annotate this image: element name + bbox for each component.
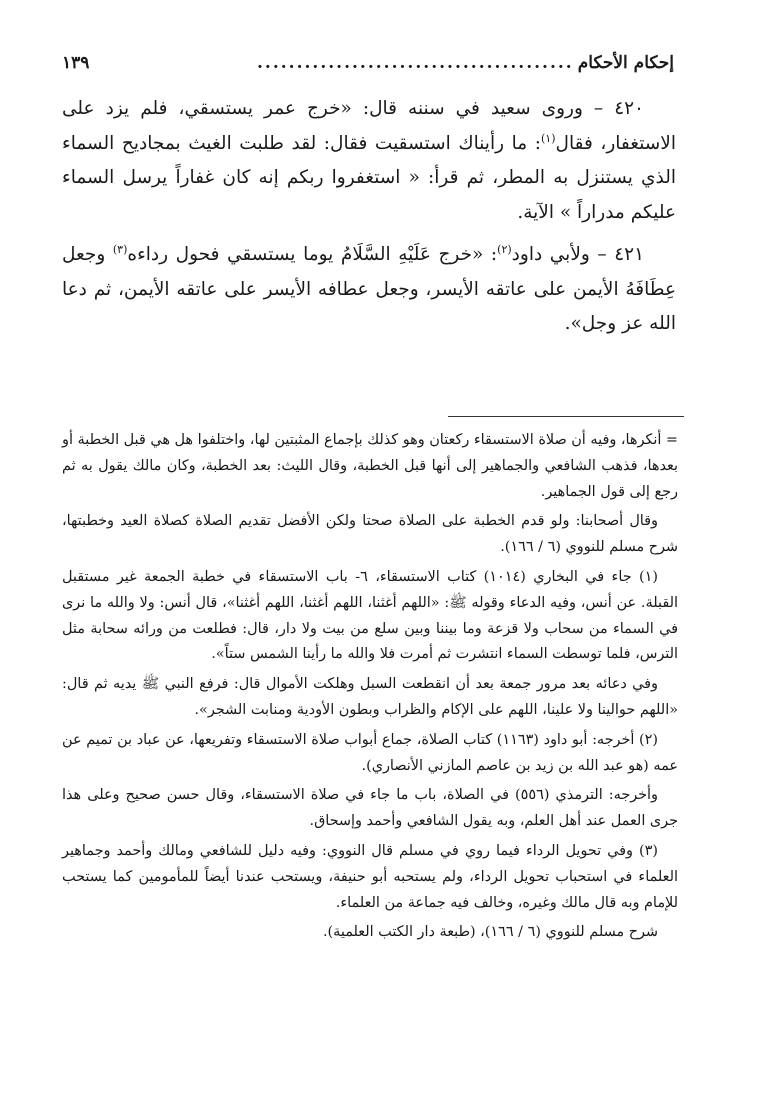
header-leader-dots: ........................................ <box>256 53 574 73</box>
hadith-421 <box>62 238 676 342</box>
hadith-text: – وروى سعيد في سننه قال: «خرج عمر يستسقي، فلم يزد على الاستغفار، فقال <box>62 98 676 154</box>
header-title: إحكام الأحكام <box>577 53 674 73</box>
page-number: ١٣٩ <box>62 53 90 73</box>
footnote-3: (٣) وفي تحويل الرداء فيما روي في مسلم قال النووي: وفيه دليل للشافعي ومالك وأحمد وجماهير العلماء في استحباب تحويل الرداء، ولم يستحبه أبو حنيفة، ويستحب عندنا أيضاً للمأمومين كما يستحب للإمام وبه قال مالك وغيره، وخالف فيه جماعة من العلماء. <box>62 842 678 911</box>
footnote-ref[interactable]: (١) <box>541 131 556 145</box>
main-text <box>62 92 676 350</box>
footnote-separator <box>448 416 684 417</box>
hadith-number: ٤٢٠ <box>614 98 644 119</box>
footnote-continuation: وقال أصحابنا: ولو قدم الخطبة على الصلاة صحتا ولكن الأفضل تقديم الصلاة كصلاة العيد وخطبتها، شرح مسلم للنووي (٦ / ١٦٦). <box>62 513 678 556</box>
running-header <box>62 48 674 78</box>
footnote-1: (١) جاء في البخاري (١٠١٤) كتاب الاستسقاء، ٦- باب الاستسقاء في خطبة الجمعة غير مستقبل القبلة. عن أنس، وفيه الدعاء وقوله ﷺ: «اللهم أغثنا، اللهم أغثنا، اللهم أغثنا»، قال أنس: ولا والله ما نرى في السماء من سحاب ولا قزعة وما بيننا وبين سلع من بيت ولا دار، قال: فطلعت من ورائه سحابة مثل الترس، فلما توسطت السماء انتشرت ثم أمرت فلا والله ما رأينا الشمس ستاً». <box>62 568 678 663</box>
footnote-continuation: = أنكرها، وفيه أن صلاة الاستسقاء ركعتان وهو كذلك بإجماع المثبتين لها، واختلفوا هل هي قبل الخطبة أو بعدها، فذهب الشافعي والجماهير إلى أنها قبل الخطبة، وقال الليث: بعد الخطبة، وكان مالك يقول به ثم رجع إلى قول الجماهير. <box>62 432 678 500</box>
hadith-number: ٤٢١ <box>614 244 645 265</box>
footnote-2: (٢) أخرجه: أبو داود (١١٦٣) كتاب الصلاة، جماع أبواب صلاة الاستسقاء وتفريعها، عن عباد بن تميم عن عمه (هو عبد الله بن زيد بن عاصم المازني الأنصاري). <box>62 731 678 774</box>
hadith-420 <box>62 92 676 230</box>
footnotes <box>62 428 678 950</box>
footnote-3-source: شرح مسلم للنووي (٦ / ١٦٦)، (طبعة دار الكتب العلمية). <box>322 924 658 941</box>
hadith-text: وجعل عِطَافَهُ الأيمن على عاتقه الأيسر، وجعل عطافه الأيسر على عاتقه الأيمن، ثم دعا الله عز وجل». <box>62 244 676 334</box>
footnote-ref[interactable]: (٣) <box>112 242 128 256</box>
footnote-ref[interactable]: (٢) <box>497 242 512 256</box>
hadith-text: : ما رأيناك استسقيت فقال: لقد طلبت الغيث بمجاديح السماء الذي يستنزل به المطر، ثم قرأ: « استغفروا ربكم إنه كان غفاراً يرسل السماء عليكم مدراراً » الآية. <box>62 132 676 223</box>
hadith-text: : «خرج عَلَيْهِ السَّلَامُ يوما يستسقي فحول رداءه <box>127 244 498 265</box>
footnote-2-continued: وأخرجه: الترمذي (٥٥٦) في الصلاة، باب ما جاء في صلاة الاستسقاء، وقال حسن صحيح وعلى هذا جرى العمل عند أهل العلم، وبه يقول الشافعي وأحمد وإسحاق. <box>62 787 678 830</box>
hadith-text: – ولأبي داود <box>511 244 615 265</box>
footnote-1-continued: وفي دعائه بعد مرور جمعة بعد أن انقطعت السبل وهلكت الأموال قال: فرفع النبي ﷺ يديه ثم قال: «اللهم حوالينا ولا علينا، اللهم على الإكام والظراب وبطون الأودية ومنابت الشجر». <box>62 676 678 718</box>
